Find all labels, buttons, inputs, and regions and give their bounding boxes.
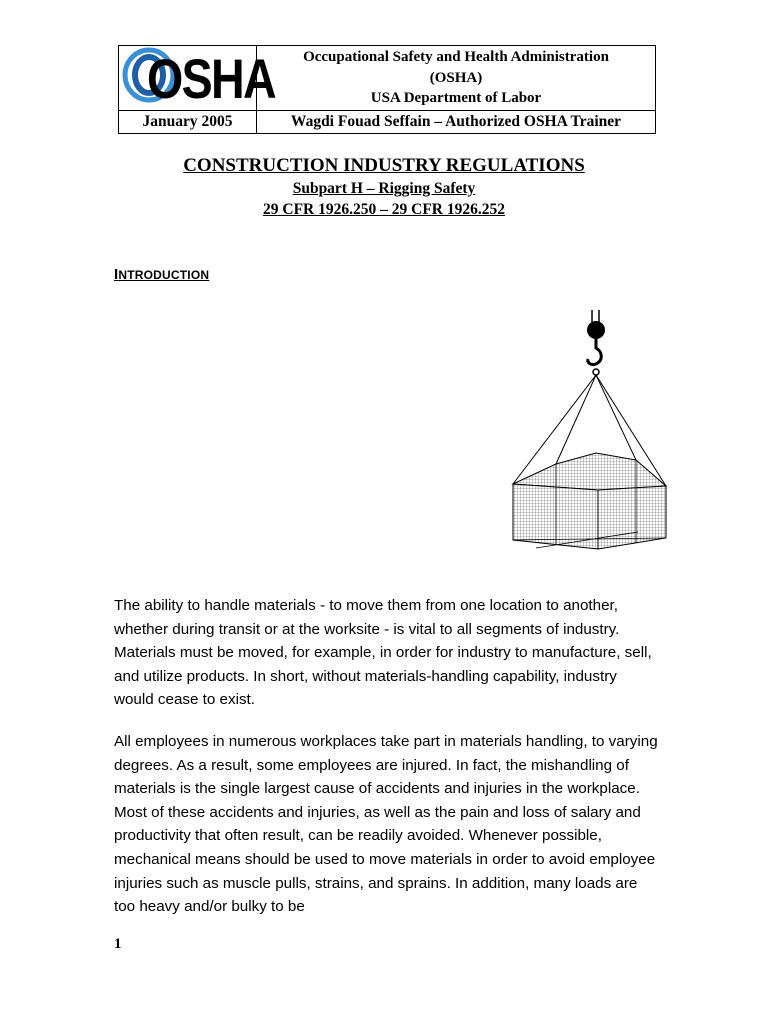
subpart-title: Subpart H – Rigging Safety xyxy=(292,180,476,197)
section-heading-initial: I xyxy=(114,266,119,283)
org-line-2: (OSHA) xyxy=(429,69,483,86)
paragraph-2: All employees in numerous workplaces take part in materials handling, to varying degrees. As a result, some employees are injured. In fact, the mishandling of materials is the single largest cause of accidents and injuries in the workplace. Most of these accidents and injuries, as well as the pain and loss of salary and productivity that often result, can be readily avoided. Whenever possible, mechanical means should be used to move materials in order to avoid employee injuries such as muscle pulls, strains, and sprains. In addition, many loads are too heavy and/or bulky to be xyxy=(114,733,658,916)
section-heading-introduction xyxy=(114,266,209,283)
page-number: 1 xyxy=(114,936,122,952)
header-table xyxy=(118,45,656,134)
trainer-cell: Wagdi Fouad Seffain – Authorized OSHA Trainer xyxy=(257,110,656,133)
organization-cell xyxy=(257,46,656,111)
org-line-1: Occupational Safety and Health Administration xyxy=(303,49,609,65)
title-block xyxy=(0,154,768,220)
cfr-range: 29 CFR 1926.250 – 29 CFR 1926.252 xyxy=(263,201,505,218)
date-cell: January 2005 xyxy=(119,110,257,133)
logo-text: OSHA xyxy=(146,47,275,111)
document-title: CONSTRUCTION INDUSTRY REGULATIONS xyxy=(183,155,585,176)
logo-cell xyxy=(119,46,275,111)
crane-hook-rigging-load-icon xyxy=(508,308,668,553)
paragraph-1: The ability to handle materials - to move them from one location to another, whether during transit or at the worksite - is vital to all segments of industry. Materials must be moved, for example, in order for industry to manufacture, sell, and utilize products. In short, without materials-handling capability, industry would cease to exist. xyxy=(114,597,652,709)
org-line-3: USA Department of Labor xyxy=(370,90,542,106)
section-heading-rest: NTRODUCTION xyxy=(118,268,210,282)
osha-logo xyxy=(123,46,275,111)
